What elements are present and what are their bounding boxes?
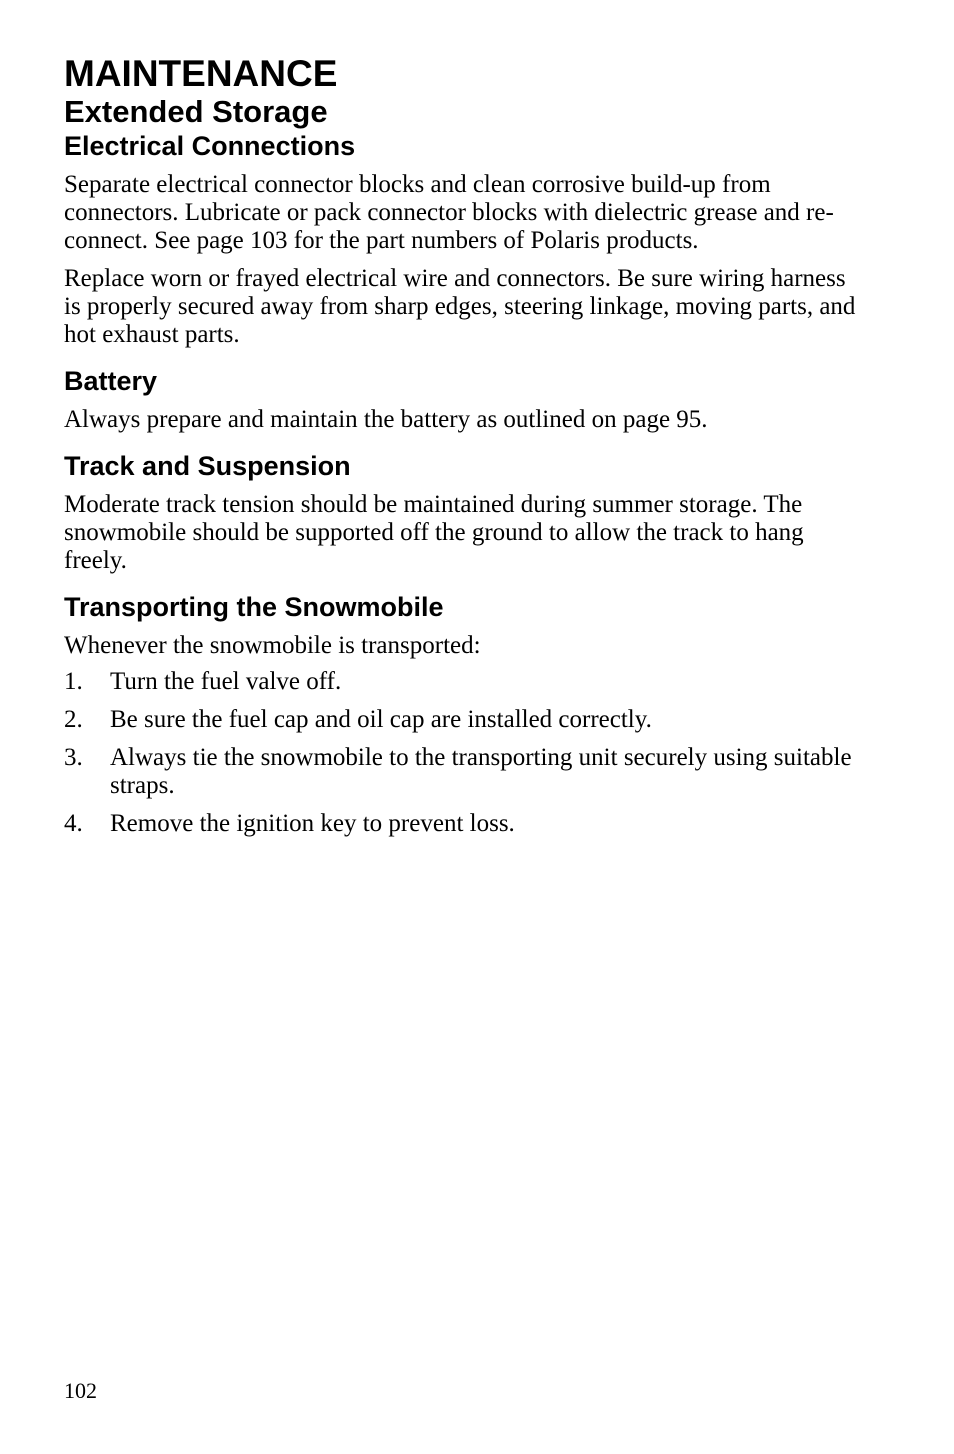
electrical-connections-heading: Electrical Connections — [64, 131, 356, 161]
list-item-number: 1. — [64, 668, 83, 695]
list-item-number: 4. — [64, 810, 83, 837]
list-item — [64, 744, 864, 800]
list-item-number: 3. — [64, 744, 83, 771]
list-item-text: Always tie the snowmobile to the transporting unit securely using suitable straps. — [110, 744, 852, 799]
page-content — [64, 52, 864, 848]
electrical-paragraph-1: Separate electrical connector blocks and clean corrosive build-up from connectors. Lubricate or pack connector blocks with dielectric grease and re-connect. See page 103 for the part numbers of Polaris products. — [64, 171, 834, 254]
list-item — [64, 668, 864, 696]
list-item-text: Remove the ignition key to prevent loss. — [110, 810, 515, 837]
page-number: 102 — [64, 1378, 97, 1403]
list-item — [64, 706, 864, 734]
list-item-text: Turn the fuel valve off. — [110, 668, 342, 695]
list-item-text: Be sure the fuel cap and oil cap are installed correctly. — [110, 706, 652, 733]
transporting-heading: Transporting the Snowmobile — [64, 592, 444, 622]
battery-paragraph: Always prepare and maintain the battery as outlined on page 95. — [64, 406, 708, 433]
transporting-intro: Whenever the snowmobile is transported: — [64, 632, 481, 659]
track-suspension-heading: Track and Suspension — [64, 451, 351, 481]
electrical-paragraph-2: Replace worn or frayed electrical wire and connectors. Be sure wiring harness is properly secured away from sharp edges, steering linkage, moving parts, and hot exhaust parts. — [64, 265, 856, 348]
battery-section — [64, 365, 864, 434]
transporting-steps-list — [64, 668, 864, 838]
list-item — [64, 810, 864, 838]
battery-heading: Battery — [64, 366, 158, 396]
electrical-connections-section — [64, 130, 864, 349]
chapter-title: MAINTENANCE — [64, 53, 338, 94]
track-suspension-section — [64, 450, 864, 575]
section-title: Extended Storage — [64, 94, 328, 129]
list-item-number: 2. — [64, 706, 83, 733]
transporting-section — [64, 591, 864, 838]
track-suspension-paragraph: Moderate track tension should be maintained during summer storage. The snowmobile should be supported off the ground to allow the track to hang freely. — [64, 491, 804, 574]
